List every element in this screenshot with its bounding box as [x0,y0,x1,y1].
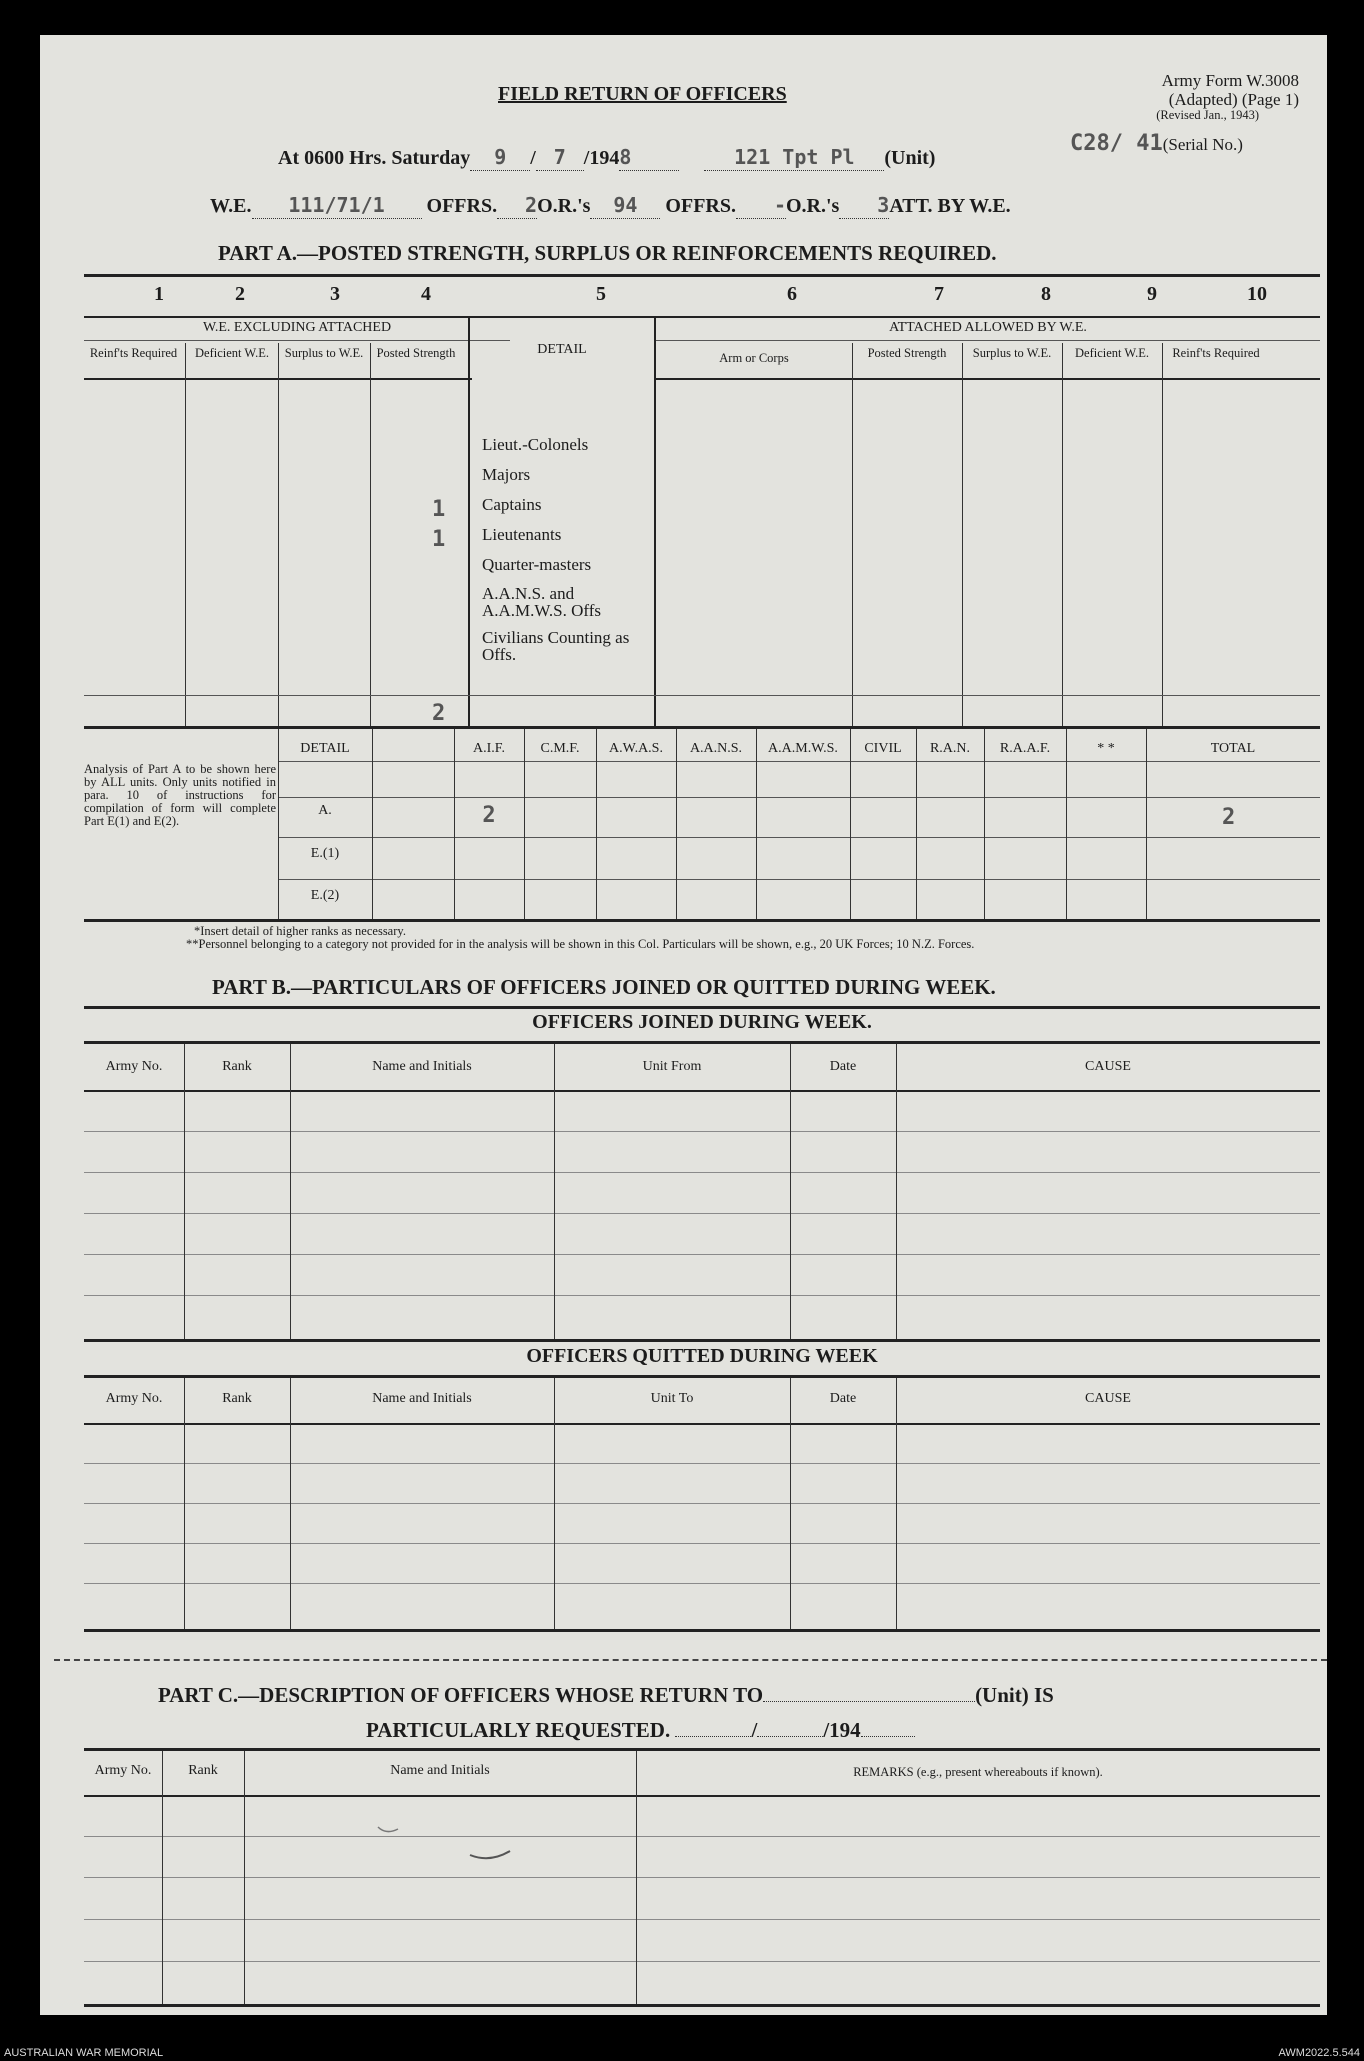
group-right-header: ATTACHED ALLOWED BY W.E. [889,320,1087,335]
col-number: 7 [934,283,944,305]
footnotes [158,925,1320,951]
part-c-requested: PARTICULARLY REQUESTED. [366,1718,671,1742]
col-number: 4 [421,283,431,305]
posted-total: 2 [432,701,446,726]
day-value: 9 [494,145,507,169]
quitted-header [84,1391,1320,1411]
part-c-unit-is: (Unit) IS [975,1683,1054,1707]
col-number: 2 [235,283,245,305]
offrs2-label: OFFRS. [665,195,736,217]
date-line: At 0600 Hrs. Saturday 9 / 7 /1948 121 Tpt Pl (Unit) [278,145,936,169]
quitted-col: Name and Initials [372,1391,472,1406]
analysis-total-a: 2 [1222,805,1236,830]
page-title: FIELD RETURN OF OFFICERS [498,83,787,105]
part-a-title: PART A.—POSTED STRENGTH, SURPLUS OR REINFORCEMENTS REQUIRED. [218,241,997,265]
analysis-aif-a: 2 [482,803,496,828]
part-c-year: /194 [823,1718,861,1742]
col-number: 9 [1147,283,1157,305]
rank-item: A.A.N.S. and A.A.M.W.S. Offs [482,584,602,620]
analysis-header [278,741,1320,761]
header-deficient: Deficient W.E. [195,346,269,360]
analysis-col: TOTAL [1210,741,1256,756]
offrs2-value: - [773,193,786,217]
analysis-col: A.A.M.W.S. [768,741,838,756]
att-label: ATT. BY W.E. [889,195,1011,217]
we-line [210,193,1011,219]
year-digit: 8 [619,145,632,169]
analysis-col: R.A.A.F. [999,741,1051,756]
perforation-line [54,1659,1327,1661]
header-reinf-required: Reinf'ts Required [89,346,178,360]
unit-value: 121 Tpt Pl [734,145,855,169]
joined-header [84,1059,1320,1079]
part-c-date-sep: / [751,1718,758,1742]
quitted-col: CAUSE [1085,1391,1131,1406]
part-c-line1 [158,1683,1054,1708]
serial-block [1070,131,1243,156]
header-detail: DETAIL [537,342,587,357]
footnote: *Insert detail of higher ranks as necessary. [194,924,406,938]
offrs-value: 2 [525,193,538,217]
col-number: 5 [596,283,606,305]
col-number: 3 [330,283,340,305]
rank-item: Quarter-masters [482,555,592,574]
we-label: W.E. [210,195,252,217]
ors2-value: 3 [877,193,890,217]
column-numbers [84,283,1320,313]
joined-col: Unit From [642,1059,702,1074]
header-reinf-att: Reinf'ts Required [1172,346,1260,360]
rank-item: Civilians Counting as Offs. [482,628,630,664]
header-surplus-att: Surplus to W.E. [972,346,1052,360]
col-number: 6 [787,283,797,305]
analysis-row-label: E.(2) [310,888,340,903]
ors-label: O.R.'s [537,195,591,217]
serial-value: C28/ 41 [1070,131,1163,156]
quitted-col: Unit To [650,1391,694,1406]
joined-title: OFFICERS JOINED DURING WEEK. [532,1011,872,1033]
month-value: 7 [553,145,566,169]
year-prefix: /194 [583,147,620,169]
rank-item: Majors [482,465,531,484]
footnote: **Personnel belonging to a category not provided for in the analysis will be shown in this Col. Particulars will be shown, e.g., 20 UK Forces; 10 N.Z. Forces. [186,937,975,951]
ors2-label: O.R.'s [785,195,840,217]
unit-label: (Unit) [884,147,936,169]
analysis-col: DETAIL [300,741,350,756]
ors-value: 94 [613,193,638,217]
analysis-row-label: A. [318,803,332,818]
analysis-col: A.I.F. [473,741,505,756]
header-posted-strength-att: Posted Strength [867,346,947,360]
col-number: 10 [1247,283,1267,305]
group-left-header: W.E. EXCLUDING ATTACHED [202,320,392,335]
part-c-line2 [366,1718,915,1743]
header-posted-strength: Posted Strength [376,346,456,360]
part-c-col: Name and Initials [390,1763,490,1778]
col-number: 8 [1041,283,1051,305]
rank-item: Lieutenants [482,525,562,544]
offrs-label: OFFRS. [426,195,498,217]
header-arm-corps: Arm or Corps [719,351,789,365]
quitted-col: Date [829,1391,857,1406]
pencil-mark-icon [370,1815,590,1875]
analysis-col: R.A.N. [929,741,971,756]
part-b-title: PART B.—PARTICULARS OF OFFICERS JOINED OR QUITTED DURING WEEK. [212,975,996,999]
form-revised: (Revised Jan., 1943) [1156,108,1259,122]
quitted-col: Rank [222,1391,252,1406]
header-surplus: Surplus to W.E. [284,346,364,360]
form-sheet [40,35,1327,2015]
col-number: 1 [154,283,164,305]
joined-col: CAUSE [1085,1059,1131,1074]
analysis-col: * * [1097,741,1115,756]
part-c-title: PART C.—DESCRIPTION OF OFFICERS WHOSE RETURN TO [158,1683,764,1707]
joined-col: Rank [222,1059,252,1074]
quitted-title: OFFICERS QUITTED DURING WEEK [526,1345,878,1367]
part-c-col: Rank [188,1763,218,1778]
part-c-col: Army No. [94,1763,152,1778]
rank-list [482,435,632,663]
posted-captains: 1 [432,497,446,522]
footer-left: AUSTRALIAN WAR MEMORIAL [4,2047,164,2059]
posted-lieutenants: 1 [432,527,446,552]
analysis-col: A.W.A.S. [609,741,663,756]
form-adapted: (Adapted) (Page 1) [1168,90,1299,109]
form-id: Army Form W.3008 [1161,71,1299,90]
analysis-col: C.M.F. [540,741,580,756]
analysis-col: CIVIL [864,741,902,756]
quitted-col: Army No. [105,1391,163,1406]
serial-label: (Serial No.) [1162,135,1243,154]
we-value: 111/71/1 [288,193,385,217]
rank-item: Lieut.-Colonels [482,435,589,454]
header-deficient-att: Deficient W.E. [1075,346,1149,360]
joined-col: Date [829,1059,857,1074]
joined-col: Name and Initials [372,1059,472,1074]
form-id-block [1156,71,1299,122]
footer-right: AWM2022.5.544 [1278,2047,1360,2059]
part-c-header [84,1763,1320,1783]
part-c-col: REMARKS (e.g., present whereabouts if known). [853,1765,1103,1779]
analysis-row-label: E.(1) [310,846,340,861]
analysis-note: Analysis of Part A to be shown here by ALL units. Only units notified in para. 10 of instructions for compilation of form will complete Part E(1) and E(2). [84,762,276,828]
analysis-col: A.A.N.S. [689,741,743,756]
joined-col: Army No. [105,1059,163,1074]
at-label: At 0600 Hrs. Saturday [278,147,471,169]
rank-item: Captains [482,495,542,514]
